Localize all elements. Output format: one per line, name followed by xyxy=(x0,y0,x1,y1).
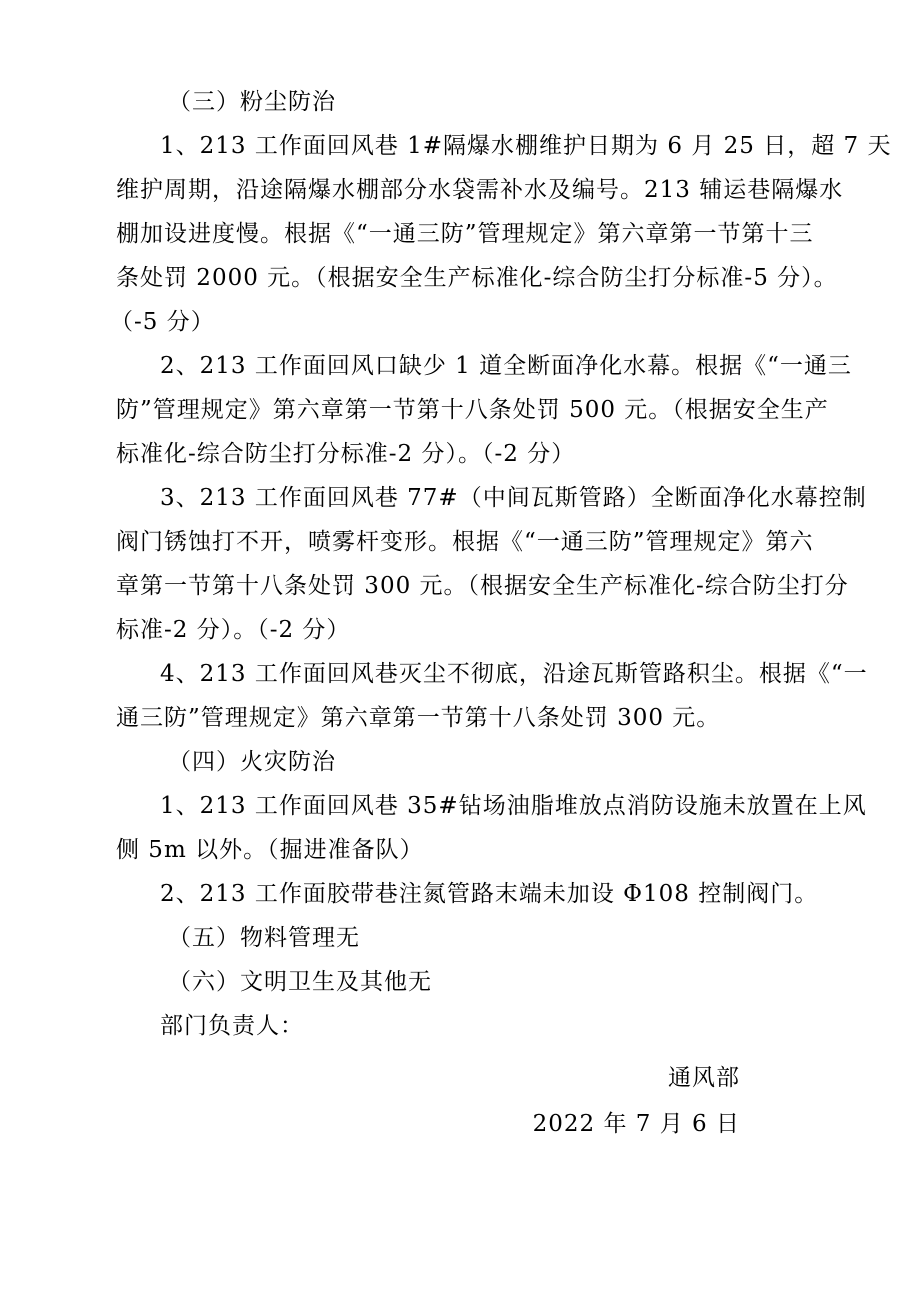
dust-item-4-line-1: 4、213 工作面回风巷灭尘不彻底，沿途瓦斯管路积尘。根据《“一 xyxy=(160,661,868,687)
dust-item-2-line-2: 防”管理规定》第六章第一节第十八条处罚 500 元。（根据安全生产 xyxy=(116,397,829,423)
section-heading-materials: （五）物料管理无 xyxy=(168,925,360,951)
dust-item-3-line-4: 标准-2 分）。（-2 分） xyxy=(116,617,351,643)
fire-item-1-line-2: 侧 5m 以外。（掘进准备队） xyxy=(116,837,424,863)
dust-item-3-line-3: 章第一节第十八条处罚 300 元。（根据安全生产标准化-综合防尘打分 xyxy=(116,573,849,599)
section-heading-dust: （三）粉尘防治 xyxy=(168,89,336,115)
dust-item-3-line-2: 阀门锈蚀打不开，喷雾杆变形。根据《“一通三防”管理规定》第六 xyxy=(116,529,814,555)
department-signature: 通风部 xyxy=(668,1065,740,1091)
dust-item-2-line-1: 2、213 工作面回风口缺少 1 道全断面净化水幕。根据《“一通三 xyxy=(160,353,852,379)
dust-item-4-line-2: 通三防”管理规定》第六章第一节第十八条处罚 300 元。 xyxy=(116,705,721,731)
dust-item-1-line-4: 条处罚 2000 元。（根据安全生产标准化-综合防尘打分标准-5 分）。 xyxy=(116,265,838,291)
dust-item-1-line-3: 棚加设进度慢。根据《“一通三防”管理规定》第六章第一节第十三 xyxy=(116,221,814,247)
section-heading-fire: （四）火灾防治 xyxy=(168,749,336,775)
document-date: 2022 年 7 月 6 日 xyxy=(532,1111,740,1137)
dust-item-1-line-2: 维护周期，沿途隔爆水棚部分水袋需补水及编号。213 辅运巷隔爆水 xyxy=(116,177,844,203)
section-heading-civil: （六）文明卫生及其他无 xyxy=(168,969,432,995)
dust-item-2-line-3: 标准化-综合防尘打分标准-2 分）。（-2 分） xyxy=(116,441,576,467)
dust-item-1-line-5: （-5 分） xyxy=(110,309,215,335)
fire-item-2-line-1: 2、213 工作面胶带巷注氮管路末端未加设 Φ108 控制阀门。 xyxy=(160,881,819,907)
dust-item-1-line-1: 1、213 工作面回风巷 1#隔爆水棚维护日期为 6 月 25 日，超 7 天 xyxy=(160,133,892,159)
fire-item-1-line-1: 1、213 工作面回风巷 35#钻场油脂堆放点消防设施未放置在上风 xyxy=(160,793,867,819)
responsible-person-label: 部门负责人： xyxy=(160,1013,304,1039)
dust-item-3-line-1: 3、213 工作面回风巷 77#（中间瓦斯管路）全断面净化水幕控制 xyxy=(160,485,867,511)
